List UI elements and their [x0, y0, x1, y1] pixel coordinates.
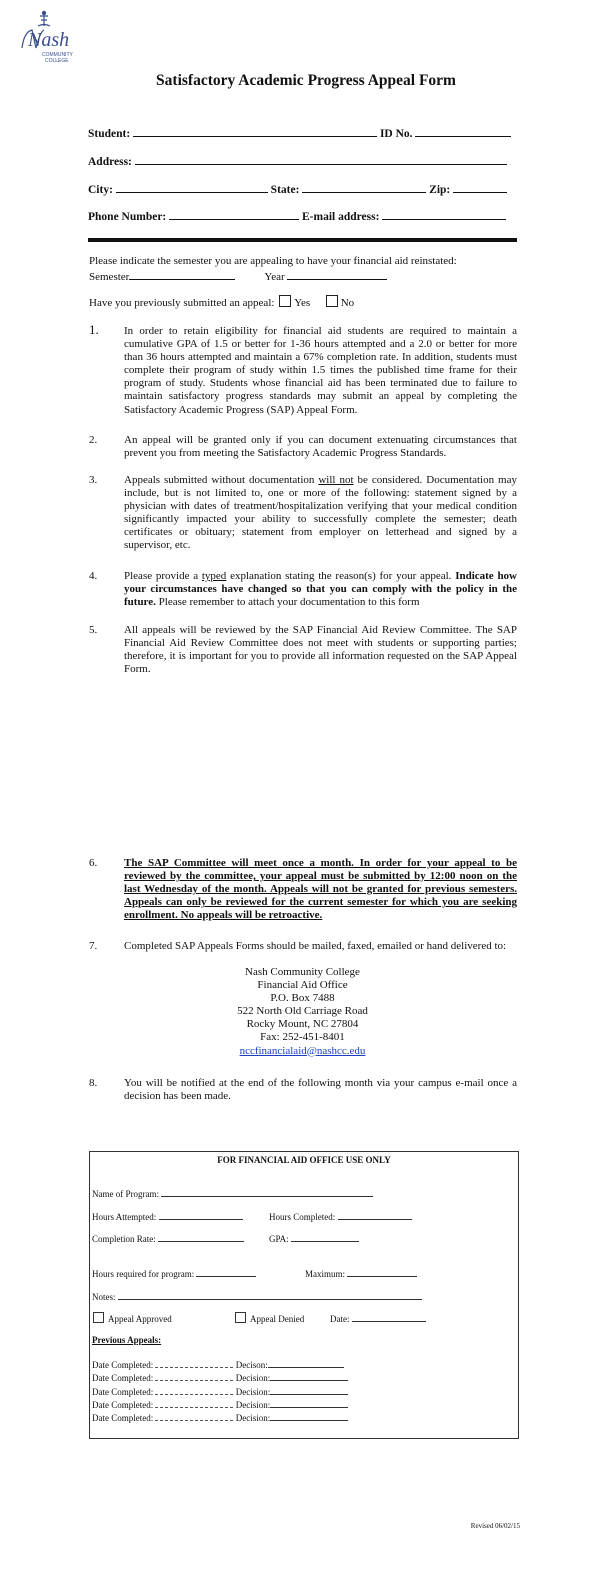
decision-field[interactable]: [270, 1398, 348, 1408]
item-6-text: The SAP Committee will meet once a month. In order for your appeal to be reviewed by the committee, your appeal must be submitted by 12:00 noon on the last Wednesday of the month. Appeals will not be granted for previous semesters. Appeals can only be reviewed for the current semester for which you are seeking enrollment. No appeals will be retroactive.: [124, 857, 517, 922]
item-4-text: Please provide a typed explanation stating the reason(s) for your appeal. Indicate how your circumstances have changed so that you can comply with the policy in the future. Please remember to attach your documentation to this form: [124, 570, 518, 609]
date-completed-field[interactable]: [155, 1371, 233, 1381]
previous-appeal-row: Date Completed: Decision:: [92, 1411, 348, 1424]
hours-completed-row: [269, 1210, 412, 1222]
item-3-number: 3.: [89, 474, 98, 486]
student-field[interactable]: [133, 125, 377, 137]
student-row: [88, 125, 511, 140]
yes-label: Yes: [294, 297, 311, 309]
decision-field[interactable]: [270, 1371, 348, 1381]
date-completed-field[interactable]: [155, 1385, 233, 1395]
address-college: Nash Community College: [245, 966, 360, 978]
item-1-number: 1.: [89, 322, 99, 337]
address-field[interactable]: [135, 153, 507, 165]
address-box: P.O. Box 7488: [270, 992, 335, 1005]
address-office: Financial Aid Office: [257, 979, 348, 992]
address-street: 522 North Old Carriage Road: [237, 1005, 368, 1018]
address-label: Address:: [88, 156, 132, 168]
gpa-field[interactable]: [291, 1232, 359, 1242]
item-3-text: Appeals submitted without documentation will not be considered. Documentation may include, but is not limited to, one or more of the following: statement signed by a physician with dates of treatment/hospitalization verifying that your medical condition significantly impacted your ability to successfully complete the semester; death certificates or obituary; statement from employer on letterhead and signed by a supervisor, etc.: [124, 474, 517, 552]
item-8-text: You will be notified at the end of the following month via your campus e-mail once a decision has been made.: [124, 1077, 517, 1103]
yes-checkbox[interactable]: [279, 295, 291, 307]
city-field[interactable]: [116, 181, 268, 193]
revision-date: Revised 06/02/15: [470, 1522, 520, 1530]
gpa-label: GPA:: [269, 1234, 289, 1244]
student-label: Student:: [88, 128, 131, 140]
previous-appeal-row: Date Completed: Decison:: [92, 1358, 348, 1371]
logo-line1: COMMUNITY: [42, 52, 73, 58]
zip-label: Zip:: [429, 184, 451, 196]
item-5-text: All appeals will be reviewed by the SAP Financial Aid Review Committee. The SAP Financial Aid Review Committee does not meet with students or supporting parties; therefore, it is important for you to provide all information requested on the SAP Appeal Form.: [124, 624, 517, 676]
item-2-text: An appeal will be granted only if you can document extenuating circumstances that prevent you from meeting the Satisfactory Academic Progress Standards.: [124, 434, 517, 460]
college-logo: [14, 10, 86, 66]
appeal-approved-checkbox[interactable]: [93, 1312, 104, 1323]
hours-attempted-row: [92, 1210, 243, 1222]
state-field[interactable]: [302, 181, 426, 193]
date-completed-field[interactable]: [155, 1358, 233, 1368]
email-label: E-mail address:: [302, 211, 380, 223]
decision-field[interactable]: [268, 1358, 344, 1368]
maximum-row: [305, 1267, 417, 1279]
zip-field[interactable]: [453, 181, 507, 193]
semester-prompt: Please indicate the semester you are appealing to have your financial aid reinstated:: [89, 255, 457, 267]
hours-attempted-label: Hours Attempted:: [92, 1212, 157, 1222]
no-label: No: [340, 297, 355, 309]
phone-label: Phone Number:: [88, 211, 167, 223]
semester-block: [89, 255, 519, 284]
previous-appeal-row: [89, 295, 354, 310]
completion-rate-row: [92, 1232, 244, 1244]
year-label: Year: [264, 271, 285, 284]
item-2-number: 2.: [89, 434, 98, 446]
hours-required-field[interactable]: [196, 1267, 256, 1277]
logo-wordmark: Nash: [28, 29, 70, 51]
maximum-field[interactable]: [347, 1267, 417, 1277]
year-field[interactable]: [287, 268, 387, 280]
phone-field[interactable]: [169, 208, 299, 220]
office-use-heading: FOR FINANCIAL AID OFFICE USE ONLY: [217, 1155, 391, 1165]
previous-appeals-heading: Previous Appeals:: [92, 1335, 162, 1345]
logo-line2: COLLEGE: [45, 58, 69, 64]
previous-appeal-row: Date Completed: Decision:: [92, 1371, 348, 1384]
previous-appeals-list: [92, 1358, 348, 1424]
decision-date-label: Date:: [330, 1314, 350, 1324]
section-divider: [88, 238, 517, 242]
decision-field[interactable]: [270, 1385, 348, 1395]
city-label: City:: [88, 184, 113, 196]
notes-row: [92, 1290, 422, 1302]
appeal-denied-row: [235, 1312, 304, 1324]
appeal-approved-label: Appeal Approved: [108, 1314, 172, 1324]
decision-field[interactable]: [270, 1411, 348, 1421]
notes-label: Notes:: [92, 1292, 116, 1302]
completion-rate-label: Completion Rate:: [92, 1234, 156, 1244]
id-no-label: ID No.: [379, 128, 413, 140]
page-title: Satisfactory Academic Progress Appeal Form: [156, 72, 456, 89]
address-city: Rocky Mount, NC 27804: [246, 1018, 359, 1031]
semester-label: Semester: [89, 271, 130, 284]
item-8-number: 8.: [89, 1077, 98, 1089]
gpa-row: [269, 1232, 359, 1244]
email-link[interactable]: nccfinancialaid@nashcc.edu: [239, 1044, 366, 1057]
item-6-number: 6.: [89, 857, 98, 869]
no-checkbox[interactable]: [326, 295, 338, 307]
address-fax: Fax: 252-451-8401: [260, 1031, 345, 1044]
hours-completed-label: Hours Completed:: [269, 1212, 336, 1222]
phone-row: [88, 208, 506, 223]
maximum-label: Maximum:: [305, 1269, 345, 1279]
item-7-number: 7.: [89, 940, 98, 952]
item-5-number: 5.: [89, 624, 98, 636]
item-7-text: Completed SAP Appeals Forms should be mailed, faxed, emailed or hand delivered to:: [124, 940, 507, 952]
program-field[interactable]: [161, 1187, 373, 1197]
decision-date-field[interactable]: [352, 1312, 426, 1322]
item-4-number: 4.: [89, 570, 98, 582]
previous-appeal-row: Date Completed: Decision:: [92, 1398, 348, 1411]
appeal-denied-checkbox[interactable]: [235, 1312, 246, 1323]
program-row: [92, 1187, 373, 1199]
date-completed-field[interactable]: [155, 1411, 233, 1421]
completion-rate-field[interactable]: [158, 1232, 244, 1242]
decision-date-row: [330, 1312, 426, 1324]
date-completed-field[interactable]: [155, 1398, 233, 1408]
previous-appeal-question: Have you previously submitted an appeal:: [89, 297, 275, 309]
hours-attempted-field[interactable]: [159, 1210, 243, 1220]
appeal-approved-row: [93, 1312, 172, 1324]
previous-appeal-row: Date Completed: Decision:: [92, 1385, 348, 1398]
address-row: [88, 153, 507, 168]
hours-required-row: [92, 1267, 256, 1279]
appeal-denied-label: Appeal Denied: [250, 1314, 305, 1324]
id-no-field[interactable]: [415, 125, 511, 137]
notes-field[interactable]: [118, 1290, 422, 1300]
email-field[interactable]: [382, 208, 506, 220]
office-use-box: [89, 1151, 519, 1439]
item-1-text: In order to retain eligibility for financial aid students are required to maintain a cumulative GPA of 1.5 or better for 1-36 hours attempted and a 2.0 or better for more than 36 hours attempted and maintain a 67% completion rate. In addition, students must complete their program of study within 1.5 times the published time frame for their program of study. Students whose financial aid has been terminated due to failure to maintain satisfactory progress standards may submit an appeal by completing the Satisfactory Academic Progress (SAP) Appeal Form.: [124, 325, 517, 416]
hours-completed-field[interactable]: [338, 1210, 412, 1220]
state-label: State:: [270, 184, 300, 196]
program-label: Name of Program:: [92, 1189, 159, 1199]
city-row: [88, 181, 507, 196]
semester-field[interactable]: [129, 268, 235, 280]
mailing-address: [124, 966, 481, 1058]
hours-required-label: Hours required for program:: [92, 1269, 195, 1279]
